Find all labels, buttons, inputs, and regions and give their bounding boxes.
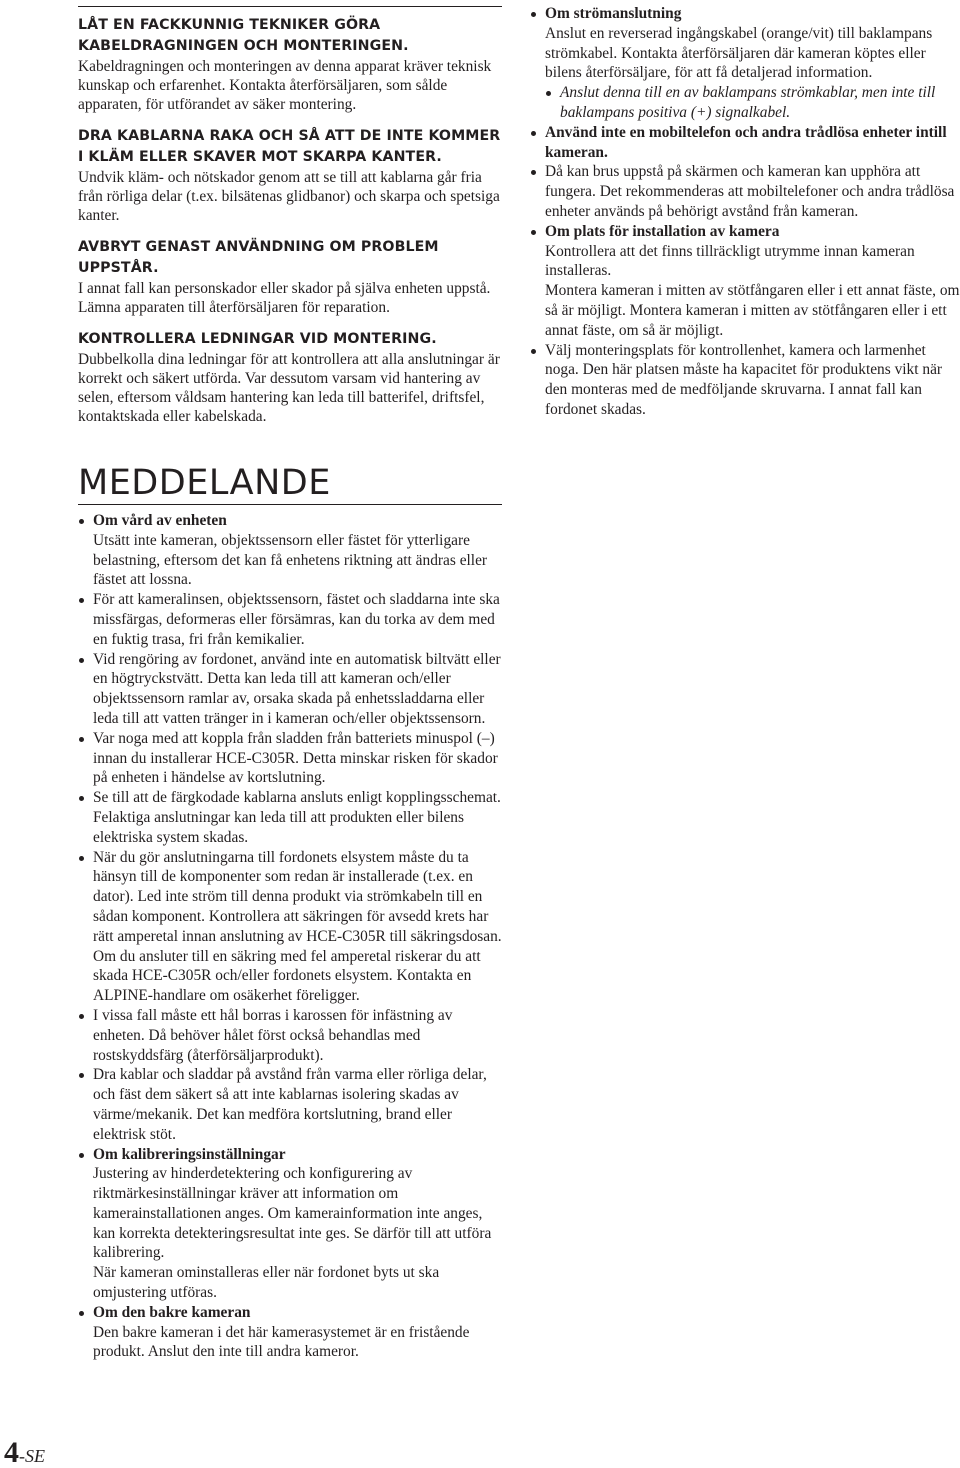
warning-text: Dubbelkolla dina ledningar för att kontrollera att alla anslutningar är korrekt och säkert utförda. Var dessutom varsam vid hantering av selen, eftersom våldsam hantering kan leda till batterifel, driftsfel, kontaktskada eller kabelskada. [78,351,500,425]
warning-text: Kabeldragningen och monteringen av denna apparat kräver teknisk kunskap och erfarenhet. Kontakta återförsäljaren, som sålde apparaten, för utförandet av säker montering. [78,58,492,113]
item-text: När du gör anslutningarna till fordonets elsystem måste du ta hänsyn till de komponenter som redan är installerade (t.ex. en dator). Led inte ström till denna produkt via strömkabeln till en sådan komponent. Kontrollera att säkringen för avsedd krets har rätt amperetal innan anslutning av HCE-C305R till säkringsdosan. Om du ansluter till en säkring med fel amperetal riskerar du att skada HCE-C305R och/eller fordonets elsystem. Kontakta en ALPINE-handlare om osäkerhet föreligger. [93,848,502,1005]
page-number-value: 4 [4,1436,19,1468]
item-text: Justering av hinderdetektering och konfigurering av riktmärkesinställningar kräver att information om kamerainstallationen anges. Om kamerainformation inte anges, kan korrekta detekteringsresultat inte ges. Se därför till att utföra kalibrering. [93,1165,492,1262]
list-item [78,848,502,1006]
warning-text: I annat fall kan personskador eller skador på själva enheten uppstå. Lämna apparaten till återförsäljaren för reparation. [78,280,491,316]
list-item [78,650,502,729]
warning-1 [78,6,502,114]
list-item [78,788,502,847]
list-item [530,4,960,123]
item-heading: Om plats för installation av kamera [545,222,780,240]
list-item [78,729,502,788]
item-heading: Om strömanslutning [545,5,682,22]
list-item [530,341,960,420]
item-text: Se till att de färgkodade kablarna ansluts enligt kopplingsschemat. Felaktiga anslutningar kan leda till att produkten eller bilens elektriska system skadas. [93,789,501,846]
sub-list-item [545,83,960,123]
right-list [530,4,960,420]
warning-3 [78,237,502,317]
item-text: Välj monteringsplats för kontrollenhet, kamera och larmenhet noga. Den här platsen måste ha kapacitet för produktens vikt när den monteras med de medföljande skruvarna. I annat fall kan fordonet skadas. [545,341,943,418]
item-heading: Om vård av enheten [93,512,227,529]
warning-text: Undvik kläm- och nötskador genom att se till att kablarna går fria från rörliga delar (t.ex. bilsätenas glidbanor) och skarpa och spetsiga kanter. [78,169,500,224]
item-text: För att kameralinsen, objektssensorn, fästet och sladdarna inte ska missfärgas, deformeras eller försämras, kan du torka av dem med en fuktig trasa, fri från kemikalier. [93,591,500,648]
item-text: Dra kablar och sladdar på avstånd från varma eller rörliga delar, och fäst dem säkert så att inte kablarnas isolering skadas av värme/mekanik. Det kan medföra kortslutning, brand eller elektrisk stöt. [93,1066,487,1143]
page-number [4,1436,45,1468]
warning-4 [78,329,502,426]
item-heading: Använd inte en mobiltelefon och andra trådlösa enheter intill kameran. [545,123,947,161]
item-text: Kontrollera att det finns tillräckligt utrymme innan kameran installeras. [545,242,915,280]
sub-list [545,83,960,123]
warning-title: AVBRYT GENAST ANVÄNDNING OM PROBLEM UPPSTÅR. [78,239,439,276]
warning-title: LÅT EN FACKKUNNIG TEKNIKER GÖRA KABELDRAGNINGEN OCH MONTERINGEN. [78,17,409,54]
item-text-2: Montera kameran i mitten av stötfångaren eller i ett annat fäste, om så är möjligt. Montera kameran i mitten av stötfångaren eller i ett annat fäste, om så är möjligt. [545,282,960,339]
list-item [530,162,960,221]
list-item [530,222,960,341]
warning-title: DRA KABLARNA RAKA OCH SÅ ATT DE INTE KOMMER I KLÄM ELLER SKAVER MOT SKARPA KANTER. [78,128,501,165]
item-text: Anslut denna till en av baklampans strömkablar, men inte till baklampans positiva (+) signalkabel. [560,84,936,121]
list-item [78,511,502,590]
item-text: Vid rengöring av fordonet, använd inte en automatisk biltvätt eller en högtryckstvätt. Detta kan leda till att kameran och/eller objektssensorn ramlar av, orsaka skada på enhetssladdarna eller leda till att vatten tränger in i kameran och/eller objektssensorn. [93,650,501,727]
list-item [78,1006,502,1065]
right-column [530,4,960,420]
list-item [78,590,502,649]
item-heading: Om den bakre kameran [93,1303,251,1321]
list-item [78,1145,502,1303]
notice-heading: MEDDELANDE [78,464,502,505]
item-heading: Om kalibreringsinställningar [93,1145,286,1163]
item-text: Utsätt inte kameran, objektssensorn eller fästet för ytterligare belastning, eftersom det kan få enhetens riktning att ändras eller fästet att lossna. [93,531,488,589]
warning-title: KONTROLLERA LEDNINGAR VID MONTERING. [78,331,437,347]
left-column [78,6,502,1362]
page-language-suffix: -SE [19,1446,45,1466]
list-item [78,1303,502,1362]
notice-list [78,511,502,1362]
item-text: Den bakre kameran i det här kamerasystemet är en fristående produkt. Anslut den inte till andra kameror. [93,1323,470,1361]
warning-2 [78,126,502,225]
item-text-2: När kameran ominstalleras eller när fordonet byts ut ska omjustering utföras. [93,1264,440,1302]
list-item [530,123,960,163]
item-text: Då kan brus uppstå på skärmen och kameran kan upphöra att fungera. Det rekommenderas att mobiltelefoner och andra trådlösa enheter används på behörigt avstånd från kameran. [545,163,955,220]
item-text: I vissa fall måste ett hål borras i karossen för infästning av enheten. Då behöver hålet först också behandlas med rostskyddsfärg (återförsäljarprodukt). [93,1006,453,1064]
item-text: Var noga med att koppla från sladden från batteriets minuspol (–) innan du installerar HCE-C305R. Detta minskar risken för skador på enheten i händelse av kortslutning. [93,729,498,787]
list-item [78,1065,502,1144]
item-text: Anslut en reverserad ingångskabel (orange/vit) till baklampans strömkabel. Kontakta återförsäljaren där kameran köptes eller bilens återförsäljare, för att få detaljerad information. [545,24,933,82]
